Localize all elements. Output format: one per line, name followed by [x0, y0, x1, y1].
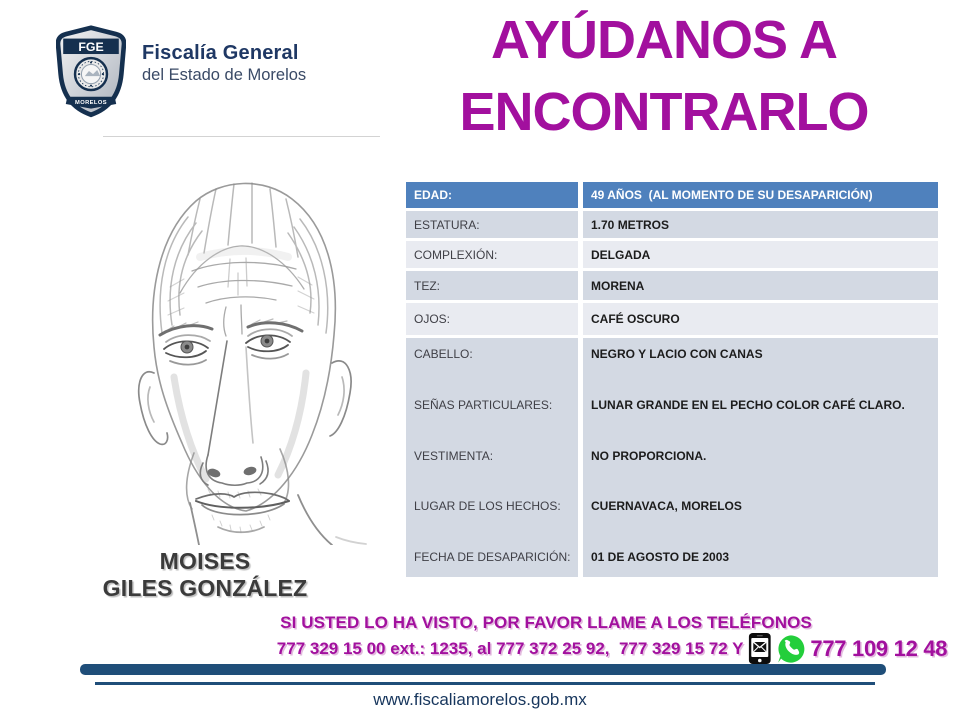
- page-title-line2: ENCONTRARLO: [459, 82, 869, 142]
- row-estatura-value: 1.70 METROS: [583, 211, 938, 238]
- sms-phone-icon: [748, 633, 770, 664]
- person-name-line1: MOISES: [159, 548, 251, 574]
- row-lugar-label: LUGAR DE LOS HECHOS:: [414, 499, 561, 514]
- row-fecha-value: 01 DE AGOSTO DE 2003: [591, 550, 730, 564]
- row-complexion-value: DELGADA: [583, 241, 938, 268]
- portrait-sketch: [100, 137, 380, 545]
- footer-url: www.fiscaliamorelos.gob.mx: [373, 690, 587, 709]
- fge-badge-icon: [56, 24, 126, 118]
- person-name: [62, 548, 348, 602]
- row-tez-value: MORENA: [583, 271, 938, 300]
- row-ojos-value: CAFÉ OSCURO: [583, 303, 938, 335]
- org-name: [142, 42, 306, 84]
- row-edad-value: 49 AÑOS (AL MOMENTO DE SU DESAPARICIÓN): [583, 182, 938, 208]
- contact-line1: SI USTED LO HA VISTO, POR FAVOR LLAME A LOS TELÉFONOS: [280, 613, 812, 632]
- row-estatura-label: ESTATURA:: [406, 211, 578, 238]
- badge-top-label: FGE: [78, 39, 104, 54]
- row-cabello-label: CABELLO:: [414, 347, 473, 361]
- row-fecha-label: FECHA DE DESAPARICIÓN:: [414, 550, 571, 564]
- contact-whatsapp-number: 777 109 12 48: [810, 635, 948, 661]
- page-title-line1: AYÚDANOS A: [490, 10, 838, 70]
- contact-phone-numbers: 777 329 15 00 ext.: 1235, al 777 372 25 92, 777 329 15 72 Y: [276, 638, 744, 658]
- person-name-line2: GILES GONZÁLEZ: [102, 575, 308, 601]
- multirow-values: [583, 338, 938, 577]
- whatsapp-icon: [775, 634, 805, 664]
- footer-bar: [80, 664, 886, 675]
- row-edad-label: EDAD:: [406, 182, 578, 208]
- row-ojos-label: OJOS:: [406, 303, 578, 335]
- row-senas-value: LUNAR GRANDE EN EL PECHO COLOR CAFÉ CLARO.: [591, 397, 905, 412]
- row-complexion-label: COMPLEXIÓN:: [406, 241, 578, 268]
- org-name-line1: Fiscalía General: [142, 42, 299, 64]
- footer-rule: [95, 682, 875, 685]
- multirow-labels: [406, 338, 578, 577]
- org-name-line2: del Estado de Morelos: [142, 66, 307, 84]
- badge-bottom-label: MORELOS: [75, 100, 107, 107]
- page-title: [398, 4, 930, 148]
- row-senas-label: SEÑAS PARTICULARES:: [414, 397, 553, 412]
- row-vestimenta-label: VESTIMENTA:: [414, 448, 494, 463]
- row-tez-label: TEZ:: [406, 271, 578, 300]
- contact-line2: [277, 633, 947, 664]
- row-vestimenta-value: NO PROPORCIONA.: [591, 448, 707, 463]
- row-cabello-value: NEGRO Y LACIO CON CANAS: [591, 347, 763, 361]
- details-table: [406, 182, 938, 577]
- row-lugar-value: CUERNAVACA, MORELOS: [591, 499, 742, 514]
